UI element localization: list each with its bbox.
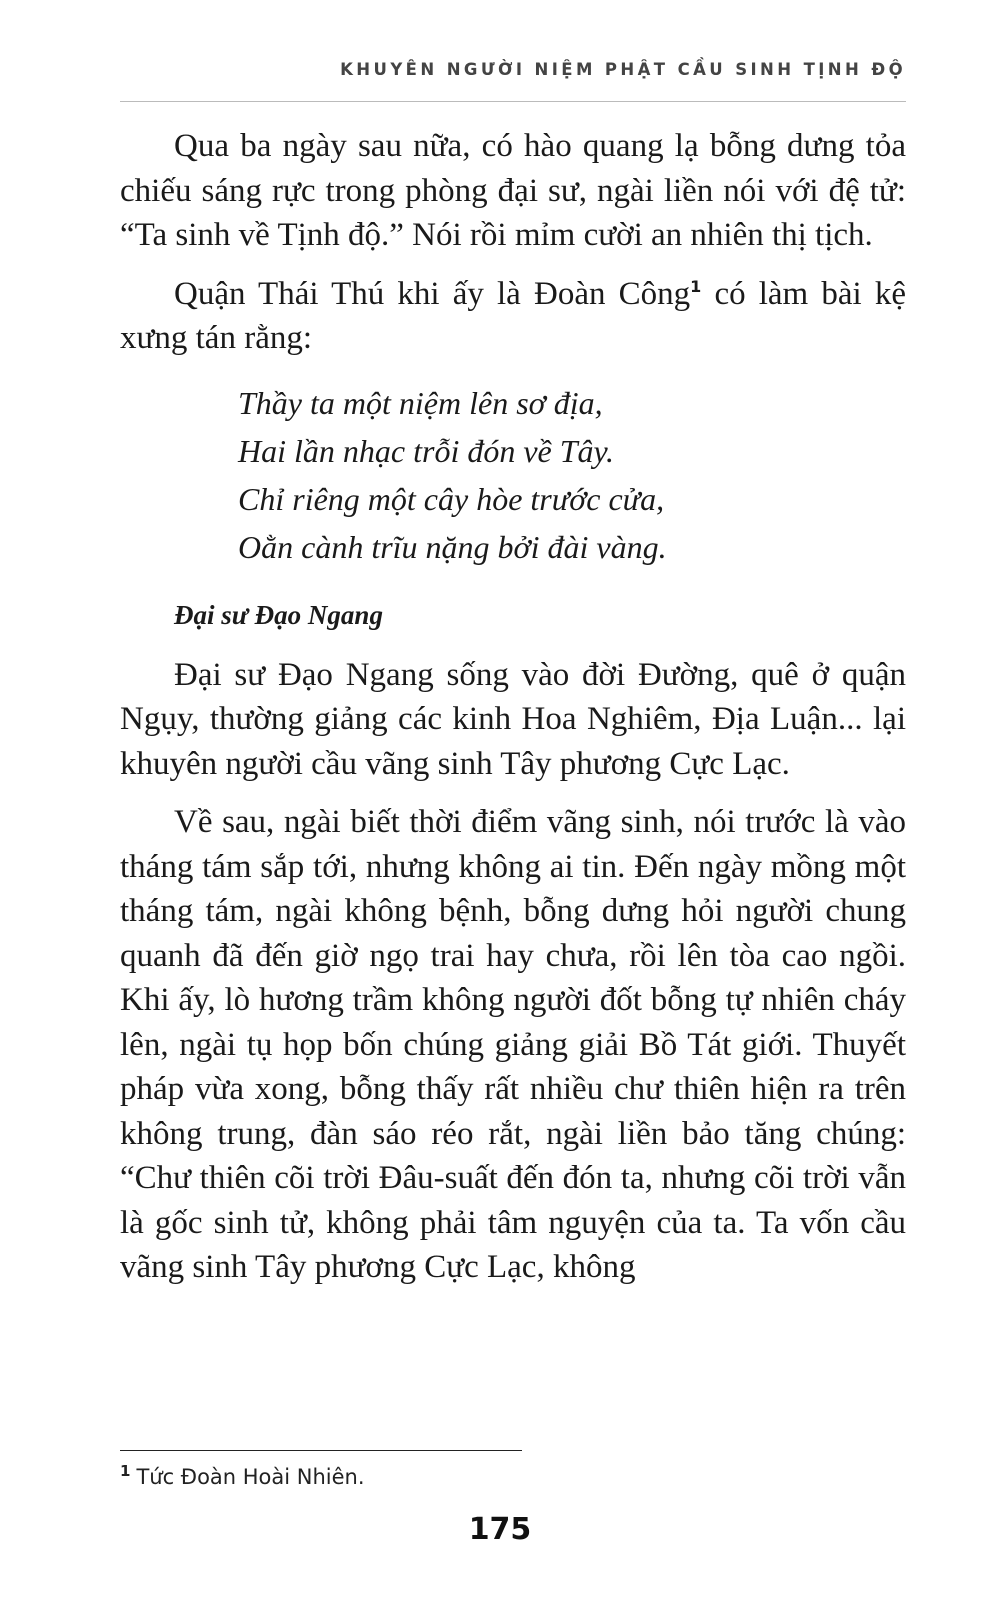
footnote-reference[interactable]: 1	[690, 276, 702, 296]
verse-line: Chỉ riêng một cây hòe trước cửa,	[238, 480, 665, 517]
page-number: 175	[468, 1512, 532, 1547]
paragraph: Về sau, ngài biết thời điểm vãng sinh, nói trước là vào tháng tám sắp tới, nhưng không ai tin. Đến ngày mồng một tháng tám, ngài không bệnh, bỗng dưng hỏi người chung quanh đã đến giờ ngọ trai hay chưa, rồi lên tòa cao ngồi. Khi ấy, lò hương trầm không người đốt bỗng tự nhiên cháy lên, ngài tụ họp bốn chúng giảng giải Bồ Tát giới. Thuyết pháp vừa xong, bỗng thấy rất nhiều chư thiên hiện ra trên không trung, đàn sáo réo rắt, ngài liền bảo tăng chúng: “Chư thiên cõi trời Đâu-suất đến đón ta, nhưng cõi trời vẫn là gốc sinh tử, không phải tâm nguyện của ta. Ta vốn cầu vãng sinh Tây phương Cực Lạc, không	[120, 804, 906, 1285]
verse-block	[238, 379, 906, 571]
paragraph	[120, 272, 906, 361]
running-header: KHUYÊN NGƯỜI NIỆM PHẬT CẦU SINH TỊNH ĐỘ	[340, 60, 906, 79]
paragraph-text: có làm bài kệ xưng tán rằng:	[120, 275, 906, 356]
verse-line: Hai lần nhạc trỗi đón về Tây.	[238, 432, 614, 469]
section-heading: Đại sư Đạo Ngang	[174, 599, 383, 630]
paragraph-text: Quận Thái Thú khi ấy là Đoàn Công	[174, 275, 691, 312]
footnote-divider	[120, 1450, 522, 1451]
paragraph: Đại sư Đạo Ngang sống vào đời Đường, quê ở quận Ngụy, thường giảng các kinh Hoa Nghiêm, Địa Luận... lại khuyên người cầu vãng sinh Tây phương Cực Lạc.	[120, 656, 906, 782]
verse-line: Thầy ta một niệm lên sơ địa,	[238, 384, 603, 421]
footnote-mark: 1	[120, 1462, 131, 1480]
verse-line: Oằn cành trĩu nặng bởi đài vàng.	[238, 528, 667, 565]
paragraph: Qua ba ngày sau nữa, có hào quang lạ bỗng dưng tỏa chiếu sáng rực trong phòng đại sư, ngài liền nói với đệ tử: “Ta sinh về Tịnh độ.” Nói rồi mỉm cười an nhiên thị tịch.	[120, 128, 906, 253]
footnote-text: Tức Đoàn Hoài Nhiên.	[136, 1465, 365, 1489]
header-divider	[120, 101, 906, 102]
footnote	[120, 1462, 365, 1489]
page-body	[120, 124, 906, 1290]
